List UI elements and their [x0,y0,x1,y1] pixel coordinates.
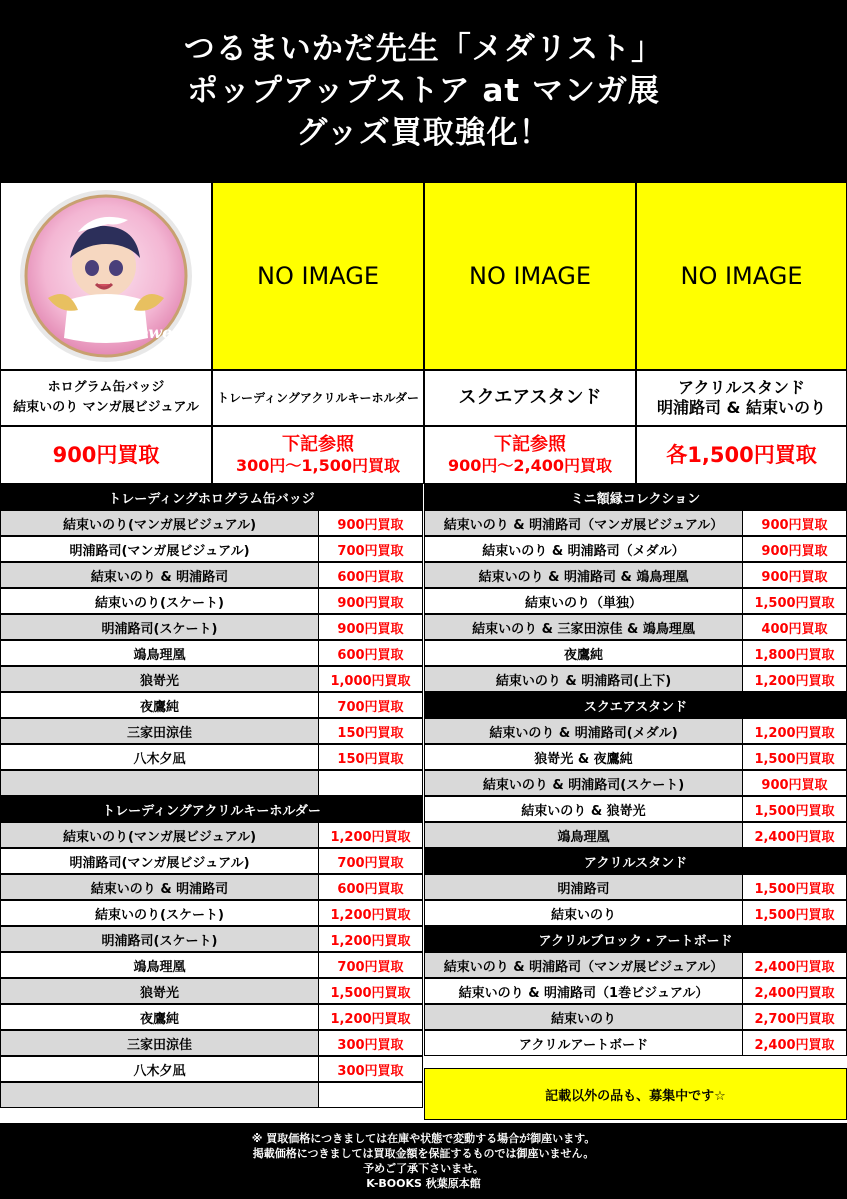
section-title: スクエアスタンド [424,692,847,718]
item-name: 八木夕凪 [1,745,319,769]
price-row [424,562,847,588]
product-name-2: スクエアスタンド [424,370,636,426]
item-price: 1,200円買取 [754,673,835,689]
item-price: 900円買取 [761,543,828,559]
item-price: 2,400円買取 [754,829,835,845]
item-name: 結束いのり & 明浦路司 [1,563,319,587]
item-price: 1,800円買取 [754,647,835,663]
footer-banner [0,1123,847,1199]
price-row [424,744,847,770]
item-price: 2,400円買取 [754,959,835,975]
price-row [0,848,423,874]
product-name-1: トレーディングアクリルキーホルダー [212,370,424,426]
price-row [0,614,423,640]
item-name: 結束いのり(スケート) [1,901,319,925]
item-name: 結束いのり & 明浦路司（1巻ビジュアル） [425,979,743,1003]
item-price: 700円買取 [337,699,404,715]
item-price: 700円買取 [337,959,404,975]
no-image-label: NO IMAGE [256,262,379,290]
item-name: 明浦路司(スケート) [1,615,319,639]
footer-note-2: 掲載価格につきましては買取金額を保証するものでは御座いません。 [252,1147,595,1160]
item-price: 900円買取 [761,777,828,793]
price-row [0,952,423,978]
product-image-placeholder-1 [212,182,424,370]
item-price: 2,400円買取 [754,985,835,1001]
price-row [424,640,847,666]
item-price: 600円買取 [337,647,404,663]
item-name: 結束いのり(スケート) [1,589,319,613]
notice-box [424,1068,847,1120]
item-price: 2,400円買取 [754,1037,835,1053]
item-name: 明浦路司(マンガ展ビジュアル) [1,537,319,561]
price-row [0,718,423,744]
price-row [0,822,423,848]
price-row [0,666,423,692]
item-price: 900円買取 [761,569,828,585]
item-price: 1,000円買取 [330,673,411,689]
item-name: 結束いのり(マンガ展ビジュアル) [1,823,319,847]
notice-text: 記載以外の品も、募集中です☆ [545,1088,726,1104]
price-row [0,874,423,900]
item-price [319,1083,422,1107]
product-price-0: 900円買取 [0,426,212,484]
price-row [424,874,847,900]
price-row [424,770,847,796]
item-name: 狼嵜光 & 夜鷹純 [425,745,743,769]
item-price: 700円買取 [337,855,404,871]
item-name: 結束いのり（単独） [425,589,743,613]
price-row [424,1004,847,1030]
price-row [0,900,423,926]
no-image-label: NO IMAGE [468,262,591,290]
item-price: 1,500円買取 [754,907,835,923]
item-price: 900円買取 [761,517,828,533]
item-price: 300円買取 [337,1063,404,1079]
item-price: 1,200円買取 [330,933,411,949]
product-image-badge [0,182,212,370]
item-name: 結束いのり [425,901,743,925]
item-name: 結束いのり & 三家田涼佳 & 鴗鳥理凰 [425,615,743,639]
item-name [1,771,319,795]
item-price: 150円買取 [337,751,404,767]
header-title-line1: つるまいかだ先生「メダリスト」 [183,31,664,67]
item-name: 夜鷹純 [1,1005,319,1029]
product-image-placeholder-2 [424,182,636,370]
price-row [424,900,847,926]
item-price: 1,200円買取 [330,907,411,923]
section-title: アクリルブロック・アートボード [424,926,847,952]
product-name-3: アクリルスタンド 明浦路司 & 結束いのり [636,370,847,426]
item-price: 900円買取 [337,595,404,611]
item-name: 鴗鳥理凰 [1,953,319,977]
price-row [424,536,847,562]
price-row [424,614,847,640]
item-price: 1,500円買取 [754,751,835,767]
item-price: 900円買取 [337,621,404,637]
item-name: 夜鷹純 [1,693,319,717]
item-price: 600円買取 [337,569,404,585]
item-name: 狼嵜光 [1,979,319,1003]
footer-note-3: 予めご了承下さいませ。 [363,1162,484,1175]
footer-store-name: K-BOOKS 秋葉原本館 [366,1177,481,1190]
product-image-placeholder-3 [636,182,847,370]
price-row [0,1056,423,1082]
price-row [0,744,423,770]
item-name: 結束いのり & 明浦路司 & 鴗鳥理凰 [425,563,743,587]
item-name: 明浦路司 [425,875,743,899]
svg-text:flower: flower [126,323,181,342]
product-price-1: 下記参照 300円～1,500円買取 [212,426,424,484]
item-price: 1,500円買取 [754,595,835,611]
section-title: トレーディングホログラム缶バッジ [0,484,423,510]
price-row [0,770,423,796]
item-price: 1,200円買取 [330,1011,411,1027]
item-name: 結束いのり & 明浦路司(スケート) [425,771,743,795]
item-name: 結束いのり & 明浦路司 [1,875,319,899]
item-price: 1,200円買取 [330,829,411,845]
price-row [0,640,423,666]
price-row [424,718,847,744]
header-banner [0,0,847,182]
header-title-line2: ポップアップストア at マンガ展 [187,73,660,109]
item-price: 1,500円買取 [754,803,835,819]
footer-note-1: ※ 買取価格につきましては在庫や状態で変動する場合が御座います。 [251,1132,596,1145]
item-price [319,771,422,795]
no-image-label: NO IMAGE [680,262,803,290]
price-row [424,588,847,614]
item-name: 結束いのり(マンガ展ビジュアル) [1,511,319,535]
item-name: 結束いのり & 明浦路司（メダル） [425,537,743,561]
product-price-3: 各1,500円買取 [636,426,847,484]
item-name: 夜鷹純 [425,641,743,665]
item-name: 結束いのり & 明浦路司(メダル) [425,719,743,743]
price-row [424,952,847,978]
item-price: 300円買取 [337,1037,404,1053]
price-row [0,1030,423,1056]
hologram-badge-icon [8,188,204,364]
price-row [424,978,847,1004]
item-name: 八木夕凪 [1,1057,319,1081]
item-name: 結束いのり & 狼嵜光 [425,797,743,821]
item-name: 三家田涼佳 [1,719,319,743]
section-title: トレーディングアクリルキーホルダー [0,796,423,822]
price-row [0,510,423,536]
price-row [0,926,423,952]
price-row [424,510,847,536]
price-row [424,666,847,692]
price-row [0,692,423,718]
header-title-line3: グッズ買取強化！ [296,115,551,151]
item-price: 400円買取 [761,621,828,637]
item-name: 狼嵜光 [1,667,319,691]
item-price: 150円買取 [337,725,404,741]
item-name: 鴗鳥理凰 [425,823,743,847]
price-row [0,978,423,1004]
item-price: 700円買取 [337,543,404,559]
price-row [0,1004,423,1030]
price-row [0,562,423,588]
item-name: 結束いのり & 明浦路司（マンガ展ビジュアル） [425,511,743,535]
item-price: 1,200円買取 [754,725,835,741]
price-row [0,536,423,562]
section-title: ミニ額縁コレクション [424,484,847,510]
item-name: 結束いのり [425,1005,743,1029]
item-name: 鴗鳥理凰 [1,641,319,665]
item-name: 明浦路司(スケート) [1,927,319,951]
price-row [424,822,847,848]
item-name [1,1083,319,1107]
item-name: 三家田涼佳 [1,1031,319,1055]
item-price: 2,700円買取 [754,1011,835,1027]
section-title: アクリルスタンド [424,848,847,874]
item-name: 結束いのり & 明浦路司(上下) [425,667,743,691]
item-price: 900円買取 [337,517,404,533]
price-row [0,1082,423,1108]
item-name: アクリルアートボード [425,1031,743,1055]
price-row [424,1030,847,1056]
price-row [0,588,423,614]
item-price: 1,500円買取 [330,985,411,1001]
item-name: 結束いのり & 明浦路司（マンガ展ビジュアル） [425,953,743,977]
item-price: 600円買取 [337,881,404,897]
product-price-2: 下記参照 900円～2,400円買取 [424,426,636,484]
price-row [424,796,847,822]
item-name: 明浦路司(マンガ展ビジュアル) [1,849,319,873]
item-price: 1,500円買取 [754,881,835,897]
product-name-0: ホログラム缶バッジ 結束いのり マンガ展ビジュアル [0,370,212,426]
